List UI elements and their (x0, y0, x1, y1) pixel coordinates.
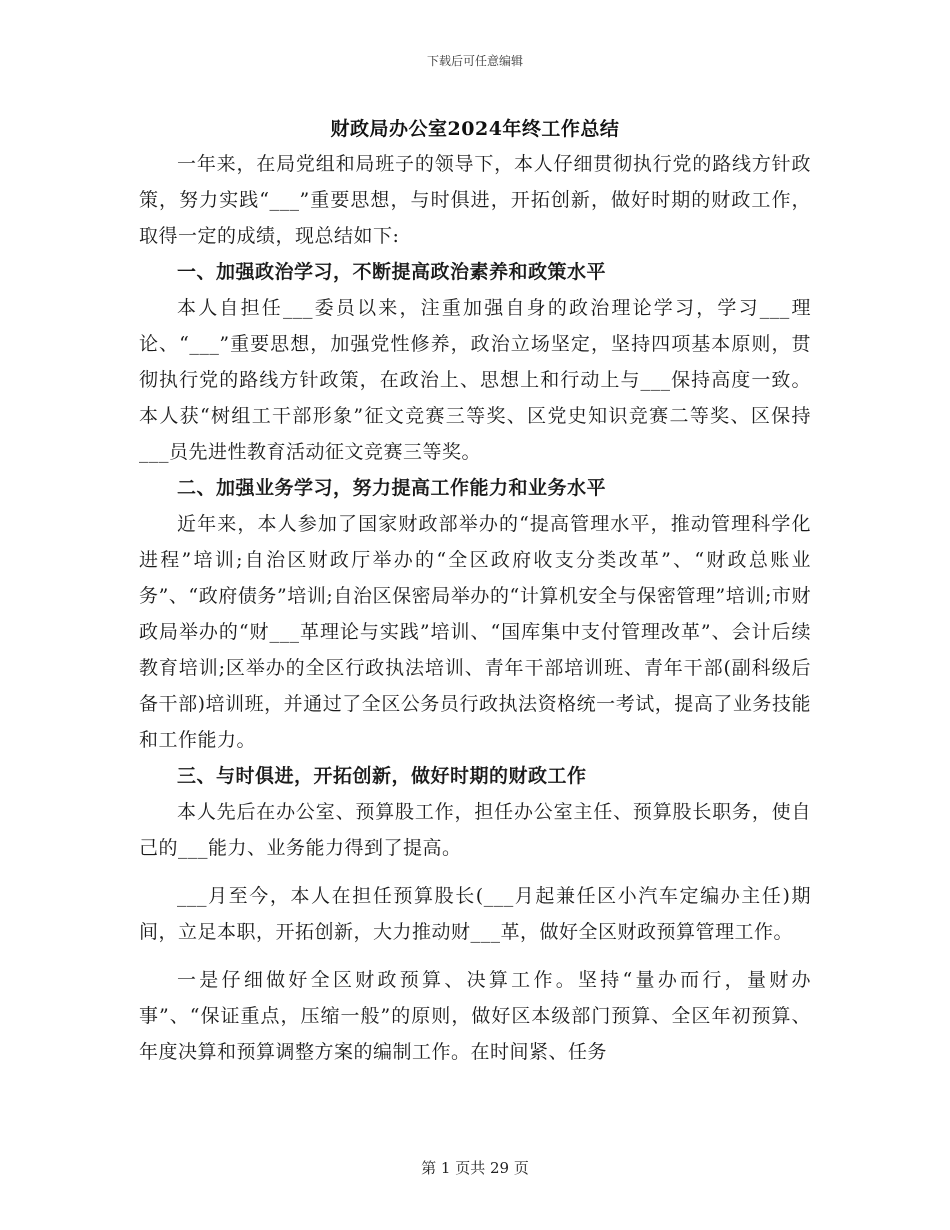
section-3-paragraph-3: 一是仔细做好全区财政预算、决算工作。坚持“量办而行，量财办事”、“保证重点，压缩一般”的原则，做好区本级部门预算、全区年初预算、年度决算和预算调整方案的编制工作。在时间紧、任务 (139, 969, 811, 1063)
page-number: 第 1 页共 29 页 (421, 1159, 529, 1177)
section-2-paragraph: 近年来，本人参加了国家财政部举办的“提高管理水平，推动管理科学化进程”培训;自治区财政厅举办的“全区政府收支分类改革”、“财政总账业务”、“政府债务”培训;自治区保密局举办的“计算机安全与保密管理”培训;市财政局举办的“财___革理论与实践”培训、“国库集中支付管理改革”、会计后续教育培训;区举办的全区行政执法培训、青年干部培训班、青年干部(副科级后备干部)培训班，并通过了全区公务员行政执法资格统一考试，提高了业务技能和工作能力。 (139, 513, 811, 751)
section-1-heading: 一、加强政治学习，不断提高政治素养和政策水平 (177, 261, 607, 283)
section-3-heading: 三、与时俱进，开拓创新，做好时期的财政工作 (177, 765, 587, 787)
section-3-paragraph-1: 本人先后在办公室、预算股工作，担任办公室主任、预算股长职务，使自己的___能力、业务能力得到了提高。 (139, 801, 811, 859)
section-3-paragraph-2: ___月至今，本人在担任预算股长(___月起兼任区小汽车定编办主任)期间，立足本职，开拓创新，大力推动财___革，做好全区财政预算管理工作。 (139, 885, 811, 943)
document-title: 财政局办公室2024年终工作总结 (330, 118, 620, 140)
page-header: 下载后可任意编辑 (426, 54, 523, 68)
document-body (139, 146, 811, 1070)
section-1-paragraph: 本人自担任___委员以来，注重加强自身的政治理论学习，学习___理论、“___”重要思想，加强党性修养，政治立场坚定，坚持四项基本原则，贯彻执行党的路线方针政策，在政治上、思想上和行动上与___保持高度一致。本人获“树组工干部形象”征文竞赛三等奖、区党史知识竞赛二等奖、区保持___员先进性教育活动征文竞赛三等奖。 (139, 297, 811, 463)
section-2-heading: 二、加强业务学习，努力提高工作能力和业务水平 (177, 477, 607, 499)
intro-paragraph: 一年来，在局党组和局班子的领导下，本人仔细贯彻执行党的路线方针政策，努力实践“___”重要思想，与时俱进，开拓创新，做好时期的财政工作，取得一定的成绩，现总结如下: (139, 153, 811, 247)
